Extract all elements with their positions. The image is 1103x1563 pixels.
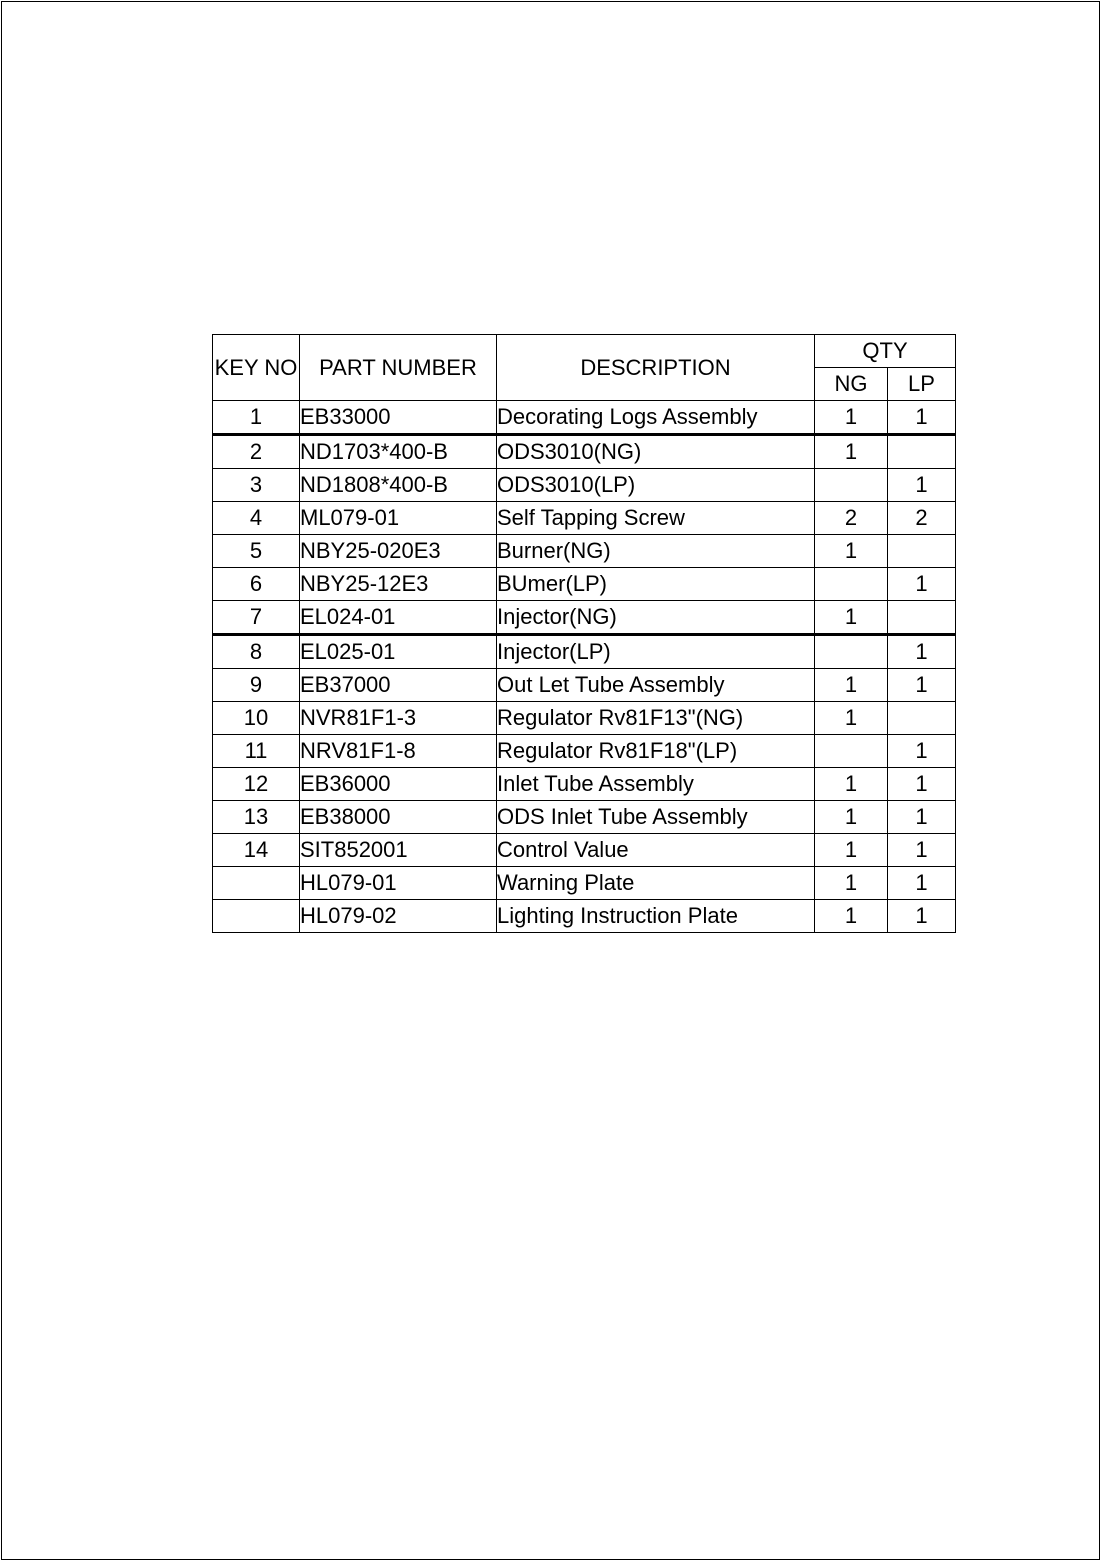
table-row bbox=[213, 900, 956, 933]
qty-lp-cell: 1 bbox=[888, 469, 956, 502]
table-row bbox=[213, 601, 956, 635]
qty-lp-cell: 1 bbox=[888, 801, 956, 834]
qty-lp-cell: 1 bbox=[888, 401, 956, 435]
header-qty: QTY bbox=[815, 335, 956, 368]
description-cell: Injector(NG) bbox=[497, 601, 815, 635]
key-no-cell: 3 bbox=[213, 469, 300, 502]
table-row bbox=[213, 469, 956, 502]
key-no-cell: 14 bbox=[213, 834, 300, 867]
part-number-cell: ND1703*400-B bbox=[300, 435, 497, 469]
header-part-number: PART NUMBER bbox=[300, 335, 497, 401]
qty-ng-cell: 1 bbox=[815, 535, 888, 568]
qty-lp-cell: 1 bbox=[888, 635, 956, 669]
part-number-cell: EB37000 bbox=[300, 669, 497, 702]
qty-lp-cell bbox=[888, 535, 956, 568]
table-row bbox=[213, 801, 956, 834]
key-no-cell: 9 bbox=[213, 669, 300, 702]
description-cell: Warning Plate bbox=[497, 867, 815, 900]
qty-lp-cell bbox=[888, 702, 956, 735]
qty-lp-cell bbox=[888, 435, 956, 469]
parts-body bbox=[213, 401, 956, 933]
description-cell: Injector(LP) bbox=[497, 635, 815, 669]
key-no-cell: 5 bbox=[213, 535, 300, 568]
description-cell: Regulator Rv81F13"(NG) bbox=[497, 702, 815, 735]
table-row bbox=[213, 768, 956, 801]
key-no-cell bbox=[213, 867, 300, 900]
table-row bbox=[213, 735, 956, 768]
qty-lp-cell: 1 bbox=[888, 900, 956, 933]
part-number-cell: HL079-01 bbox=[300, 867, 497, 900]
qty-lp-cell bbox=[888, 601, 956, 635]
header-row bbox=[213, 335, 956, 368]
key-no-cell: 2 bbox=[213, 435, 300, 469]
qty-lp-cell: 1 bbox=[888, 834, 956, 867]
part-number-cell: ND1808*400-B bbox=[300, 469, 497, 502]
qty-ng-cell: 1 bbox=[815, 801, 888, 834]
qty-ng-cell: 1 bbox=[815, 401, 888, 435]
table-row bbox=[213, 834, 956, 867]
qty-ng-cell: 1 bbox=[815, 435, 888, 469]
qty-ng-cell: 1 bbox=[815, 900, 888, 933]
part-number-cell: EL025-01 bbox=[300, 635, 497, 669]
key-no-cell: 1 bbox=[213, 401, 300, 435]
key-no-cell: 11 bbox=[213, 735, 300, 768]
description-cell: ODS Inlet Tube Assembly bbox=[497, 801, 815, 834]
part-number-cell: EL024-01 bbox=[300, 601, 497, 635]
header-description: DESCRIPTION bbox=[497, 335, 815, 401]
header-lp: LP bbox=[888, 368, 956, 401]
description-cell: Out Let Tube Assembly bbox=[497, 669, 815, 702]
table-row bbox=[213, 635, 956, 669]
qty-ng-cell bbox=[815, 635, 888, 669]
header-key-no: KEY NO bbox=[213, 335, 300, 401]
description-cell: Burner(NG) bbox=[497, 535, 815, 568]
description-cell: ODS3010(NG) bbox=[497, 435, 815, 469]
description-cell: Self Tapping Screw bbox=[497, 502, 815, 535]
description-cell: Lighting Instruction Plate bbox=[497, 900, 815, 933]
table-row bbox=[213, 435, 956, 469]
header-ng: NG bbox=[815, 368, 888, 401]
part-number-cell: NVR81F1-3 bbox=[300, 702, 497, 735]
description-cell: Control Value bbox=[497, 834, 815, 867]
key-no-cell: 8 bbox=[213, 635, 300, 669]
key-no-cell: 4 bbox=[213, 502, 300, 535]
qty-ng-cell bbox=[815, 469, 888, 502]
part-number-cell: EB36000 bbox=[300, 768, 497, 801]
part-number-cell: EB38000 bbox=[300, 801, 497, 834]
qty-ng-cell: 1 bbox=[815, 867, 888, 900]
qty-lp-cell: 1 bbox=[888, 735, 956, 768]
table-row bbox=[213, 702, 956, 735]
qty-ng-cell: 1 bbox=[815, 768, 888, 801]
parts-list-table bbox=[212, 334, 956, 933]
key-no-cell: 7 bbox=[213, 601, 300, 635]
description-cell: Inlet Tube Assembly bbox=[497, 768, 815, 801]
qty-lp-cell: 2 bbox=[888, 502, 956, 535]
qty-lp-cell: 1 bbox=[888, 768, 956, 801]
key-no-cell: 12 bbox=[213, 768, 300, 801]
qty-lp-cell: 1 bbox=[888, 669, 956, 702]
qty-lp-cell: 1 bbox=[888, 568, 956, 601]
part-number-cell: NRV81F1-8 bbox=[300, 735, 497, 768]
table-row bbox=[213, 535, 956, 568]
part-number-cell: HL079-02 bbox=[300, 900, 497, 933]
description-cell: Regulator Rv81F18"(LP) bbox=[497, 735, 815, 768]
table-row bbox=[213, 568, 956, 601]
key-no-cell: 13 bbox=[213, 801, 300, 834]
part-number-cell: EB33000 bbox=[300, 401, 497, 435]
qty-ng-cell: 1 bbox=[815, 669, 888, 702]
part-number-cell: NBY25-12E3 bbox=[300, 568, 497, 601]
table-row bbox=[213, 669, 956, 702]
key-no-cell bbox=[213, 900, 300, 933]
qty-ng-cell: 1 bbox=[815, 702, 888, 735]
table-row bbox=[213, 502, 956, 535]
qty-lp-cell: 1 bbox=[888, 867, 956, 900]
qty-ng-cell bbox=[815, 568, 888, 601]
qty-ng-cell: 2 bbox=[815, 502, 888, 535]
qty-ng-cell: 1 bbox=[815, 601, 888, 635]
description-cell: BUmer(LP) bbox=[497, 568, 815, 601]
description-cell: Decorating Logs Assembly bbox=[497, 401, 815, 435]
table-row bbox=[213, 867, 956, 900]
qty-ng-cell: 1 bbox=[815, 834, 888, 867]
qty-ng-cell bbox=[815, 735, 888, 768]
part-number-cell: ML079-01 bbox=[300, 502, 497, 535]
key-no-cell: 10 bbox=[213, 702, 300, 735]
part-number-cell: NBY25-020E3 bbox=[300, 535, 497, 568]
key-no-cell: 6 bbox=[213, 568, 300, 601]
description-cell: ODS3010(LP) bbox=[497, 469, 815, 502]
table-row bbox=[213, 401, 956, 435]
part-number-cell: SIT852001 bbox=[300, 834, 497, 867]
